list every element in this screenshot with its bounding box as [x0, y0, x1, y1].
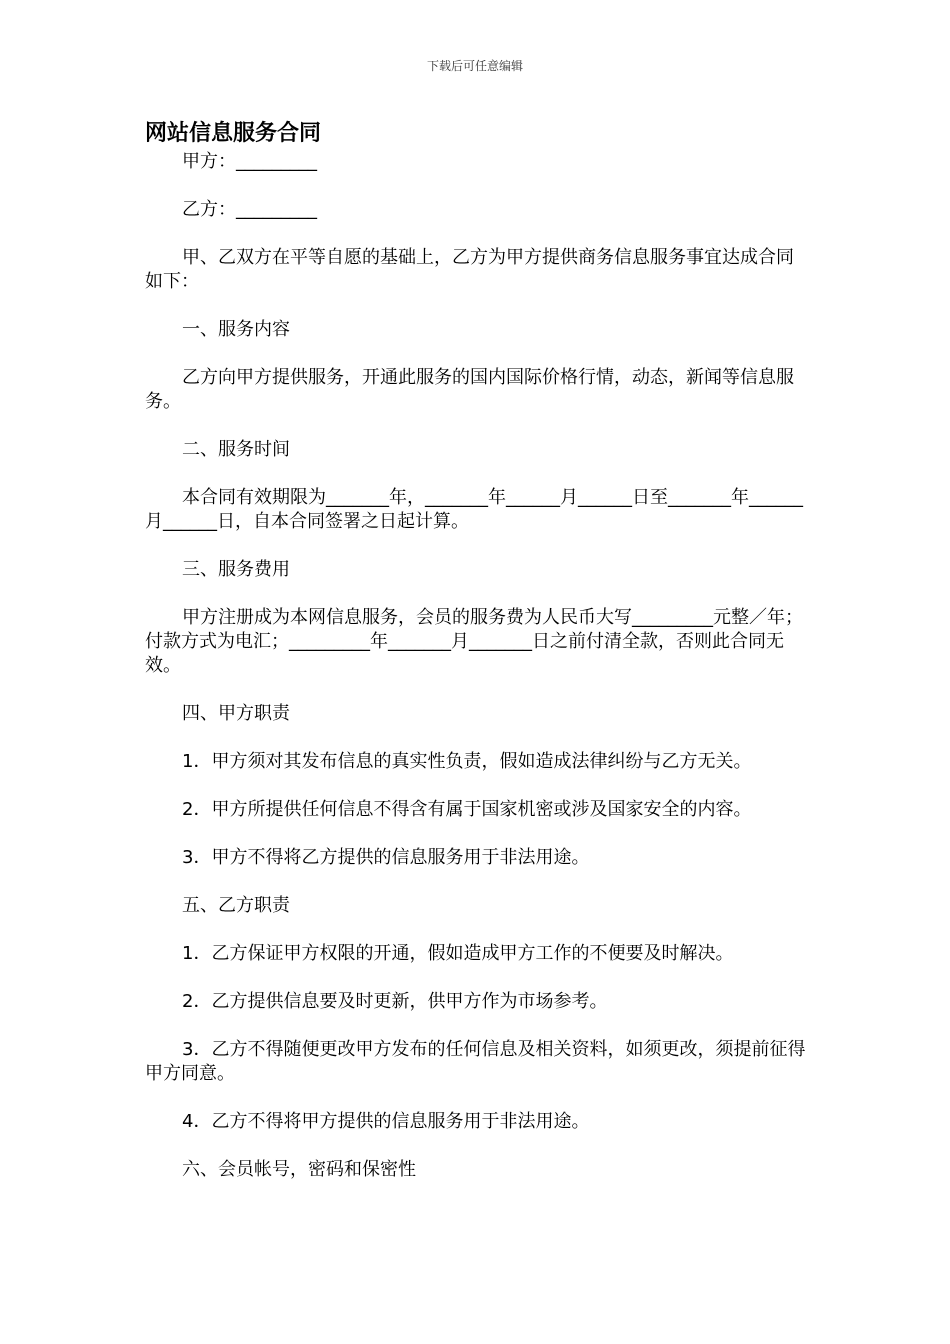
party-b-duty-item: 2．乙方提供信息要及时更新，供甲方作为市场参考。 [182, 991, 608, 1012]
section-heading-party-a-duties: 四、甲方职责 [182, 703, 290, 724]
section-heading-party-b-duties: 五、乙方职责 [182, 895, 290, 916]
document-title: 网站信息服务合同 [145, 121, 322, 146]
party-b-duty-item: 4．乙方不得将甲方提供的信息服务用于非法用途。 [182, 1111, 590, 1132]
section-heading-account-security: 六、会员帐号，密码和保密性 [182, 1159, 416, 1180]
service-period-paragraph: 本合同有效期限为_______年，_______年______月______日至_______年______月______日，自本合同签署之日起计算。 [145, 487, 803, 532]
party-a-duty-item: 2．甲方所提供任何信息不得含有属于国家机密或涉及国家安全的内容。 [182, 799, 752, 820]
service-content-paragraph: 乙方向甲方提供服务，开通此服务的国内国际价格行情，动态，新闻等信息服务。 [145, 367, 794, 412]
section-heading-service-content: 一、服务内容 [182, 319, 290, 340]
preamble-paragraph: 甲、乙双方在平等自愿的基础上，乙方为甲方提供商务信息服务事宜达成合同如下： [145, 247, 794, 292]
party-a-duty-item: 3．甲方不得将乙方提供的信息服务用于非法用途。 [182, 847, 590, 868]
party-b-duty-item: 1．乙方保证甲方权限的开通，假如造成甲方工作的不便要及时解决。 [182, 943, 734, 964]
document-body [145, 118, 807, 1206]
party-b-duty-item: 3．乙方不得随便更改甲方发布的任何信息及相关资料，如须更改，须提前征得甲方同意。 [145, 1039, 806, 1084]
party-a-line: 甲方：_________ [182, 151, 317, 172]
party-b-line: 乙方：_________ [182, 199, 317, 220]
header-note: 下载后可任意编辑 [426, 59, 523, 73]
section-heading-service-fee: 三、服务费用 [182, 559, 290, 580]
section-heading-service-period: 二、服务时间 [182, 439, 290, 460]
party-a-duty-item: 1．甲方须对其发布信息的真实性负责，假如造成法律纠纷与乙方无关。 [182, 751, 752, 772]
service-fee-paragraph: 甲方注册成为本网信息服务，会员的服务费为人民币大写_________元整／年；付款方式为电汇；_________年_______月_______日之前付清全款，否则此合同无效。 [145, 607, 803, 676]
